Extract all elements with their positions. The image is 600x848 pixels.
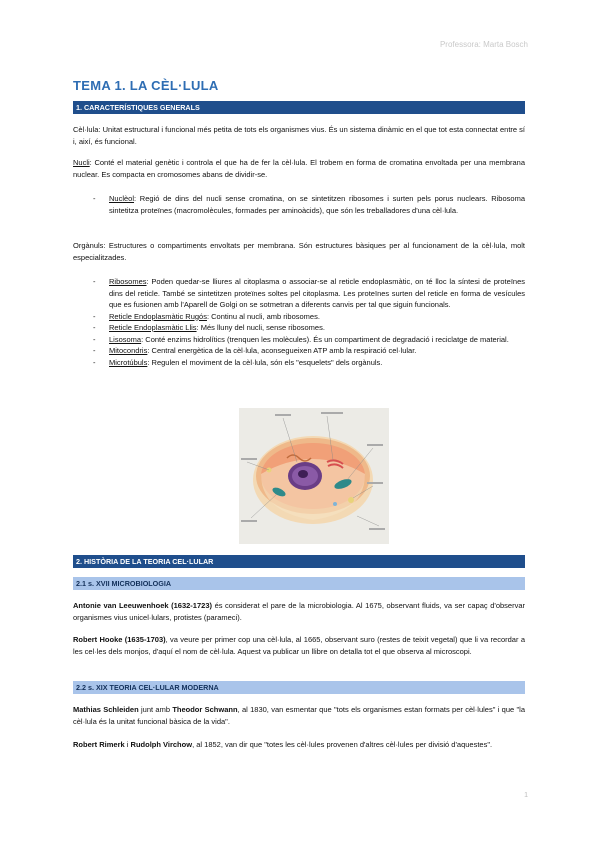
dash-bullet: - xyxy=(93,194,96,203)
dash-bullet: - xyxy=(93,346,96,355)
dash-bullet: - xyxy=(93,357,96,367)
section-heading-history: 2. HISTÒRIA DE LA TEORIA CEL·LULAR xyxy=(73,555,525,568)
cell-text: : Unitat estructural i funcional més petita de tots els organismes vius. És un sistema dinàmic en el que tot esta connectat entre sí i, així, és funcional. xyxy=(73,125,525,146)
organelle-term: Reticle Endoplasmàtic Rugós xyxy=(109,311,207,321)
leeuwenhoek-text: és considerat el pare de la microbiologia. Al 1675, observant fluids, va ser capaç d'observar organismes vius unicel·lulars, protistes (parameci). xyxy=(73,601,525,622)
nucleolus-text: : Regió de dins del nucli sense cromatina, on se sintetitzen ribosomes i surten pels porus nuclears. Ribosoma sintetitza proteïnes (macromolècules, formades per aminoàcids), que són les treballadores d'una cèl·lula. xyxy=(109,194,525,215)
organelle-term: Mitocondris xyxy=(109,346,148,355)
hooke-name: Robert Hooke (1635-1703) xyxy=(73,635,166,644)
virchow-text: , al 1852, van dir que "totes les cèl·lules provenen d'altres cèl·lules per divisió d'aquestes". xyxy=(192,740,493,749)
nucleolus-term: Nuclèol xyxy=(109,194,135,203)
organelle-text: : Central energètica de la cèl·lula, aconsegueixen ATP amb la respiració cel·lular. xyxy=(147,346,417,355)
dash-bullet: - xyxy=(93,277,96,286)
schleiden-name: Mathias Schleiden xyxy=(73,705,139,714)
schleiden-connector: junt amb xyxy=(138,705,173,714)
schwann-text: , al 1830, van esmentar que "tots els organismes estan formats per cèl·lules" i que "la cèl·lula és la unitat funcional bàsica de la vida". xyxy=(73,705,526,726)
rimerk-name: Robert Rimerk xyxy=(73,740,125,749)
list-item xyxy=(93,345,525,357)
list-item xyxy=(93,193,525,216)
hooke-text: , va veure per primer cop una cèl·lula, al 1665, observant suro (restes de teixit vegetal) que li va recordar a les cel·les dels monjos, d'aquí el nom de cèl·lula. Aquest va publicar un llibre on detalla tot el que observa al microscopi. xyxy=(73,635,525,656)
organelle-text: : Poden quedar-se lliures al citoplasma o associar-se al reticle endoplasmàtic, on té lloc la síntesi de proteïnes dins del reticle. També se sintetitzen proteïnes soltes pel citoplasma. Les proteïnes surten del reticle en forma de vesícules que es fusionen amb l'Aparell de Golgi on se sotmetran a diferents canvis per tal que siguin funcionals. xyxy=(109,277,525,309)
nucleus-definition xyxy=(73,157,525,180)
leeuwenhoek-paragraph xyxy=(73,600,525,623)
animal-cell-illustration xyxy=(239,408,389,544)
rimerk-connector: i xyxy=(124,740,131,749)
organelles-text: : Estructures o compartiments envoltats per membrana. Són estructures bàsiques per al funcionament de la cèl·lula, molt especialitzades. xyxy=(73,241,525,262)
schwann-name: Theodor Schwann xyxy=(172,705,238,714)
organelle-text: : Continu al nucli, amb ribosomes. xyxy=(206,311,320,321)
cell-diagram xyxy=(239,408,389,544)
cell-term: Cèl·lula xyxy=(73,125,99,134)
organelle-text: : Més lluny del nucli, sense ribosomes. xyxy=(196,323,325,332)
hooke-paragraph xyxy=(73,634,525,657)
organelle-term: Ribosomes xyxy=(109,277,147,286)
organelles-term: Orgànuls xyxy=(73,241,104,250)
list-item xyxy=(93,322,525,334)
organelles-definition xyxy=(73,240,525,263)
section-heading-characteristics: 1. CARACTERÍSTIQUES GENERALS xyxy=(73,101,525,114)
subsection-heading-microbiology: 2.1 s. XVII MICROBIOLOGIA xyxy=(73,577,525,590)
nucleus-text: : Conté el material genètic i controla el que ha de fer la cèl·lula. El trobem en forma de cromatina envoltada per una membrana nuclear. Es compacta en cromosomes abans de dividir-se. xyxy=(73,158,525,179)
dash-bullet: - xyxy=(93,323,96,332)
list-item xyxy=(93,276,525,311)
leeuwenhoek-name: Antonie van Leeuwenhoek (1632-1723) xyxy=(73,601,212,610)
organelles-list xyxy=(93,276,525,368)
organelle-term: Lisosoma xyxy=(109,334,142,344)
list-item xyxy=(93,311,525,323)
organelle-term: Microtúbuls xyxy=(109,357,148,367)
nucleus-term: Nucli xyxy=(73,158,90,167)
organelle-term: Reticle Endoplasmàtic Llis xyxy=(109,323,197,332)
nucleolus-list xyxy=(93,193,525,216)
page-number: 1 xyxy=(524,792,528,799)
virchow-paragraph xyxy=(73,739,525,751)
dash-bullet: - xyxy=(93,334,96,344)
page-title: TEMA 1. LA CÈL·LULA xyxy=(73,78,219,93)
teacher-header: Professora: Marta Bosch xyxy=(439,40,528,49)
subsection-heading-modern-theory: 2.2 s. XIX TEORIA CEL·LULAR MODERNA xyxy=(73,681,525,694)
organelle-text: : Conté enzims hidrolítics (trenquen les molècules). És un compartiment de degradació i reciclatge de material. xyxy=(141,334,509,344)
dash-bullet: - xyxy=(93,311,96,321)
virchow-name: Rudolph Virchow xyxy=(130,740,193,749)
organelle-text: : Regulen el moviment de la cèl·lula, són els "esquelets" dels orgànuls. xyxy=(147,357,383,367)
schleiden-schwann-paragraph xyxy=(73,704,525,727)
list-item xyxy=(93,334,525,346)
cell-definition xyxy=(73,124,525,147)
list-item xyxy=(93,357,525,369)
